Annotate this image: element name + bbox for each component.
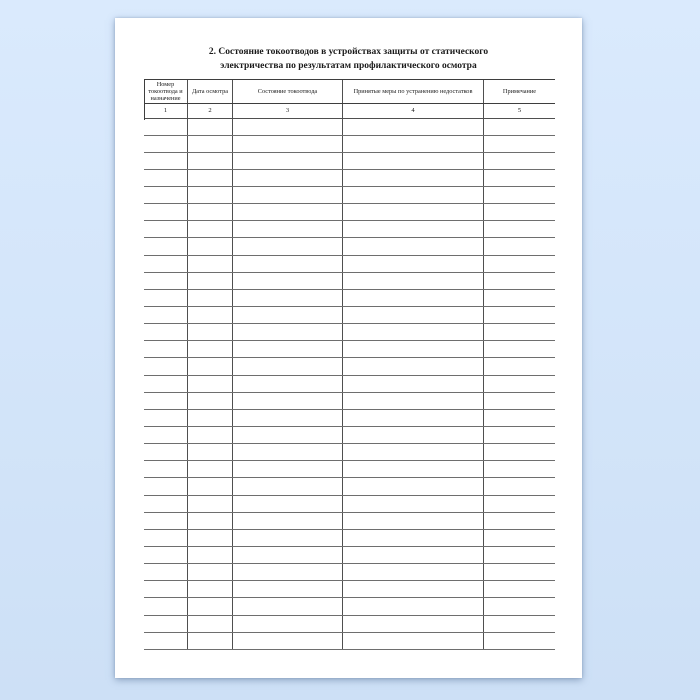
empty-cell	[188, 238, 233, 254]
empty-cell	[484, 119, 555, 135]
empty-cell	[188, 410, 233, 426]
empty-cell	[343, 461, 484, 477]
empty-cell	[233, 136, 343, 152]
empty-cell	[144, 273, 188, 289]
empty-cell	[188, 581, 233, 597]
empty-cell	[188, 616, 233, 632]
empty-cell	[144, 204, 188, 220]
empty-cell	[484, 170, 555, 186]
table-row	[144, 530, 555, 547]
empty-cell	[484, 410, 555, 426]
empty-cell	[233, 496, 343, 512]
empty-cell	[188, 204, 233, 220]
empty-cell	[188, 221, 233, 237]
table-row	[144, 324, 555, 341]
table-row	[144, 478, 555, 495]
table-row	[144, 153, 555, 170]
table-row	[144, 410, 555, 427]
empty-cell	[233, 410, 343, 426]
empty-cell	[144, 581, 188, 597]
empty-cell	[144, 530, 188, 546]
table-row	[144, 581, 555, 598]
empty-cell	[188, 496, 233, 512]
empty-cell	[484, 376, 555, 392]
empty-cell	[233, 478, 343, 494]
empty-cell	[144, 478, 188, 494]
empty-cell	[233, 221, 343, 237]
empty-cell	[144, 633, 188, 649]
empty-cell	[484, 496, 555, 512]
empty-cell	[343, 290, 484, 306]
empty-cell	[484, 153, 555, 169]
empty-cell	[343, 393, 484, 409]
column-number-cell-1: 1	[144, 104, 188, 118]
empty-cell	[188, 444, 233, 460]
empty-cell	[484, 461, 555, 477]
empty-cell	[343, 547, 484, 563]
empty-cell	[144, 410, 188, 426]
empty-cell	[343, 376, 484, 392]
table-row	[144, 290, 555, 307]
empty-cell	[144, 256, 188, 272]
empty-cell	[144, 290, 188, 306]
empty-cell	[188, 187, 233, 203]
empty-cell	[343, 324, 484, 340]
empty-cell	[144, 547, 188, 563]
table-row	[144, 616, 555, 633]
empty-cell	[484, 204, 555, 220]
table-row	[144, 221, 555, 238]
empty-cell	[343, 513, 484, 529]
empty-cell	[188, 358, 233, 374]
empty-cell	[484, 256, 555, 272]
empty-cell	[343, 341, 484, 357]
empty-cell	[233, 358, 343, 374]
empty-cell	[144, 496, 188, 512]
empty-cell	[144, 119, 188, 135]
empty-cell	[233, 290, 343, 306]
empty-cell	[484, 478, 555, 494]
empty-cell	[233, 153, 343, 169]
table-row	[144, 547, 555, 564]
empty-cell	[343, 427, 484, 443]
document-title-line-2: электричества по результатам профилактического осмотра	[220, 60, 477, 71]
empty-cell	[343, 221, 484, 237]
empty-cell	[188, 393, 233, 409]
empty-cell	[233, 564, 343, 580]
column-number-cell-5: 5	[517, 107, 522, 115]
empty-cell	[233, 530, 343, 546]
empty-cell	[144, 307, 188, 323]
document-title	[115, 46, 582, 73]
table-row	[144, 427, 555, 444]
document-page	[115, 18, 582, 678]
column-number-cell-3: 3	[233, 104, 343, 118]
table-header-row	[144, 80, 555, 104]
empty-cell	[233, 307, 343, 323]
empty-cell	[233, 513, 343, 529]
empty-cell	[233, 187, 343, 203]
empty-cell	[343, 564, 484, 580]
empty-cell	[343, 581, 484, 597]
empty-cell	[144, 238, 188, 254]
empty-cell	[343, 187, 484, 203]
empty-cell	[343, 598, 484, 614]
empty-cell	[484, 530, 555, 546]
empty-cell	[144, 341, 188, 357]
table-row	[144, 444, 555, 461]
table-row	[144, 238, 555, 255]
empty-cell	[343, 307, 484, 323]
empty-cell	[188, 598, 233, 614]
empty-cell	[144, 598, 188, 614]
empty-cell	[144, 170, 188, 186]
empty-cell	[484, 564, 555, 580]
empty-cell	[484, 290, 555, 306]
empty-cell	[484, 444, 555, 460]
table-row	[144, 513, 555, 530]
empty-cell	[233, 341, 343, 357]
empty-cell	[144, 427, 188, 443]
table-row	[144, 564, 555, 581]
table-row	[144, 204, 555, 221]
empty-cell	[484, 221, 555, 237]
column-number-row	[144, 104, 555, 119]
header-cell-conductor-condition: Состояние токоотвода	[233, 80, 343, 103]
empty-cell	[343, 496, 484, 512]
empty-cell	[144, 187, 188, 203]
empty-cell	[188, 136, 233, 152]
empty-cell	[188, 307, 233, 323]
empty-cell	[484, 427, 555, 443]
empty-cell	[343, 273, 484, 289]
empty-cell	[343, 170, 484, 186]
empty-cell	[484, 547, 555, 563]
empty-cell	[233, 324, 343, 340]
empty-cell	[343, 444, 484, 460]
empty-cell	[188, 153, 233, 169]
empty-cell	[144, 393, 188, 409]
empty-cell	[484, 581, 555, 597]
empty-cell	[188, 119, 233, 135]
empty-cell	[233, 393, 343, 409]
empty-cell	[144, 136, 188, 152]
empty-cell	[343, 204, 484, 220]
column-number-cell-2: 2	[188, 104, 233, 118]
empty-cell	[188, 547, 233, 563]
empty-cell	[233, 204, 343, 220]
table-row	[144, 170, 555, 187]
empty-cell	[188, 256, 233, 272]
column-number-cell-4: 4	[343, 104, 484, 118]
empty-cell	[343, 616, 484, 632]
empty-cell	[188, 427, 233, 443]
header-cell-notes: Примечание	[502, 87, 537, 95]
table-row	[144, 273, 555, 290]
empty-cell	[188, 564, 233, 580]
header-cell-inspection-date: Дата осмотра	[188, 80, 233, 103]
empty-cell	[233, 633, 343, 649]
empty-cell	[484, 136, 555, 152]
empty-cell	[188, 324, 233, 340]
header-cell-conductor-number: Номер токоотвода и назначение	[144, 80, 188, 103]
empty-cell	[484, 341, 555, 357]
empty-cell	[233, 273, 343, 289]
table-left-border	[144, 80, 145, 120]
empty-cell	[484, 616, 555, 632]
table-row	[144, 307, 555, 324]
empty-cell	[343, 358, 484, 374]
empty-cell	[484, 358, 555, 374]
empty-cell	[343, 256, 484, 272]
empty-cell	[144, 324, 188, 340]
empty-cell	[188, 461, 233, 477]
empty-cell	[343, 633, 484, 649]
empty-cell	[188, 341, 233, 357]
table-row	[144, 136, 555, 153]
document-title-line-1: 2. Состояние токоотводов в устройствах защиты от статического	[208, 47, 489, 57]
empty-cell	[233, 461, 343, 477]
empty-cell	[144, 616, 188, 632]
table-row	[144, 393, 555, 410]
table-row	[144, 496, 555, 513]
table-row	[144, 358, 555, 375]
empty-cell	[484, 187, 555, 203]
table-row	[144, 341, 555, 358]
empty-cell	[343, 410, 484, 426]
empty-cell	[233, 119, 343, 135]
empty-cell	[233, 598, 343, 614]
empty-cell	[233, 170, 343, 186]
empty-cell	[484, 324, 555, 340]
table-row	[144, 598, 555, 615]
empty-cell	[188, 478, 233, 494]
empty-cell	[484, 393, 555, 409]
empty-cell	[144, 221, 188, 237]
table-row	[144, 633, 555, 650]
table-row	[144, 461, 555, 478]
table-body	[144, 119, 555, 650]
empty-cell	[233, 581, 343, 597]
empty-cell	[188, 273, 233, 289]
empty-cell	[188, 633, 233, 649]
empty-cell	[484, 238, 555, 254]
empty-cell	[144, 461, 188, 477]
table-row	[144, 187, 555, 204]
table-row	[144, 119, 555, 136]
empty-cell	[233, 238, 343, 254]
empty-cell	[233, 256, 343, 272]
empty-cell	[233, 444, 343, 460]
table-row	[144, 376, 555, 393]
empty-cell	[233, 616, 343, 632]
empty-cell	[233, 547, 343, 563]
empty-cell	[144, 376, 188, 392]
header-cell-measures-taken: Принятые меры по устранению недостатков	[343, 80, 484, 103]
empty-cell	[188, 513, 233, 529]
empty-cell	[343, 119, 484, 135]
empty-cell	[343, 238, 484, 254]
inspection-journal-table	[144, 79, 555, 650]
empty-cell	[144, 564, 188, 580]
empty-cell	[188, 170, 233, 186]
empty-cell	[144, 153, 188, 169]
empty-cell	[343, 478, 484, 494]
empty-cell	[233, 427, 343, 443]
empty-cell	[343, 153, 484, 169]
empty-cell	[144, 444, 188, 460]
empty-cell	[484, 513, 555, 529]
empty-cell	[188, 530, 233, 546]
empty-cell	[343, 530, 484, 546]
empty-cell	[188, 376, 233, 392]
empty-cell	[343, 136, 484, 152]
empty-cell	[484, 307, 555, 323]
empty-cell	[188, 290, 233, 306]
empty-cell	[144, 513, 188, 529]
empty-cell	[484, 598, 555, 614]
empty-cell	[484, 633, 555, 649]
empty-cell	[233, 376, 343, 392]
empty-cell	[144, 358, 188, 374]
table-row	[144, 256, 555, 273]
empty-cell	[484, 273, 555, 289]
